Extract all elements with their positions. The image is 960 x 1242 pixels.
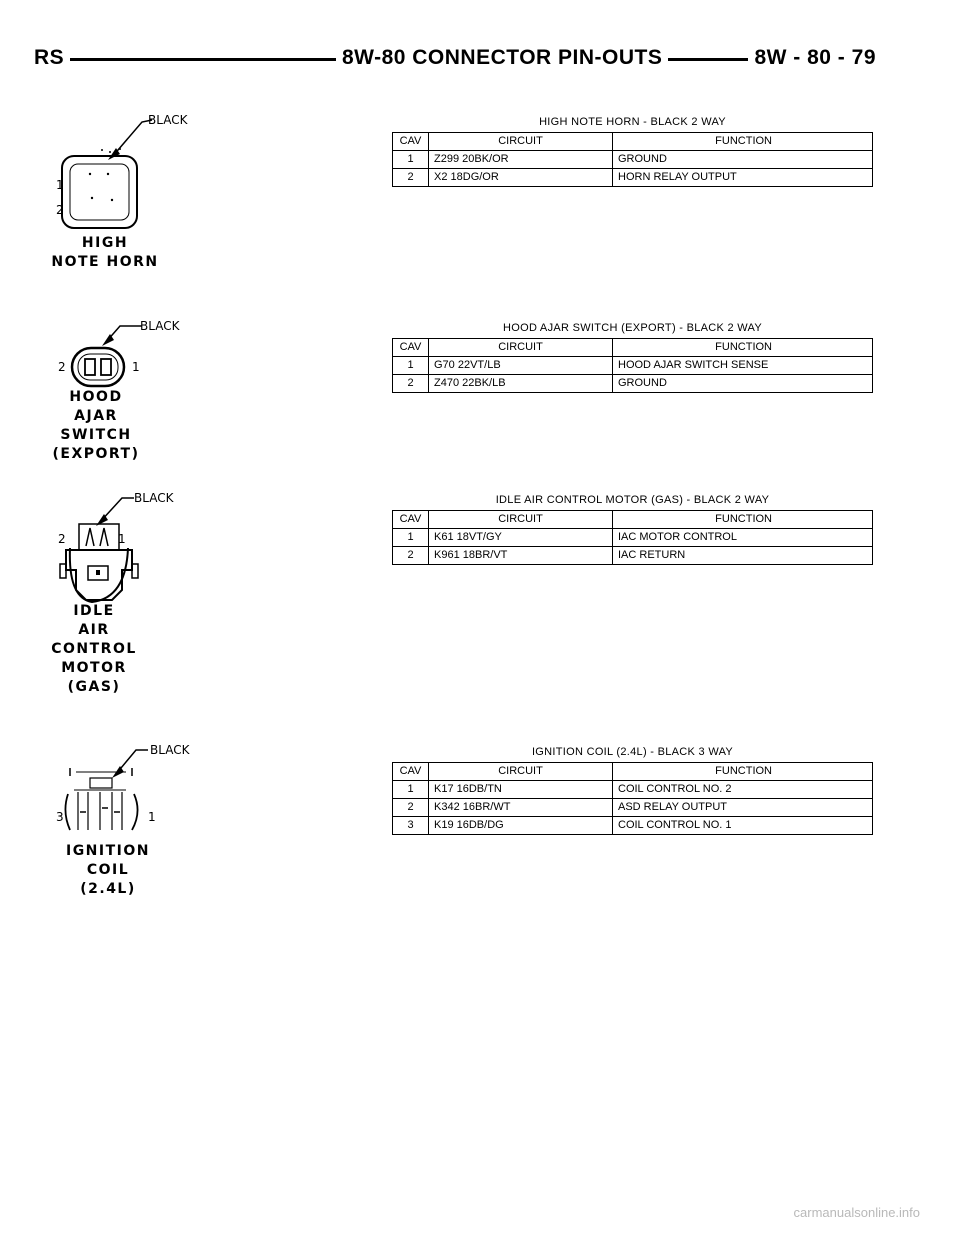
connector-hood-ajar-switch [52,318,202,462]
pinout-table [392,762,873,835]
pin-label: 1 [132,360,140,374]
connector-high-note-horn [50,112,200,272]
connector-ignition-coil [52,742,202,902]
pinout-table-hood-ajar-switch [392,322,873,393]
circuit-cell: K342 16BR/WT [429,799,613,817]
table-row [393,357,873,375]
function-cell: ASD RELAY OUTPUT [613,799,873,817]
column-header-function: FUNCTION [613,339,873,357]
table-row [393,375,873,393]
connector-name: IDLE AIR CONTROL MOTOR (GAS) [51,603,137,695]
cav-cell: 2 [393,799,429,817]
table-title: IGNITION COIL (2.4L) - BLACK 3 WAY [531,746,734,758]
column-header-function: FUNCTION [613,511,873,529]
function-cell: IAC MOTOR CONTROL [613,529,873,547]
table-row [393,169,873,187]
connector-name: HOOD AJAR SWITCH (EXPORT) [52,389,140,462]
pin-label: 3 [56,810,64,824]
cav-cell: 2 [393,547,429,565]
table-row [393,151,873,169]
cav-cell: 2 [393,169,429,187]
table-row [393,817,873,835]
pin-label: 2 [58,532,66,546]
cav-cell: 3 [393,817,429,835]
circuit-cell: K61 18VT/GY [429,529,613,547]
pinout-table [392,510,873,565]
pinout-table-idle-air-control-motor [392,494,873,565]
page-header [34,44,876,76]
connector-idle-air-control-motor [52,490,202,700]
pinout-table [392,338,873,393]
pin-label: 2 [58,360,66,374]
header-page-number: 8W - 80 - 79 [748,44,876,72]
column-header-cav: CAV [393,763,429,781]
column-header-circuit: CIRCUIT [429,133,613,151]
cav-cell: 1 [393,357,429,375]
function-cell: GROUND [613,151,873,169]
column-header-cav: CAV [393,339,429,357]
color-label: BLACK [134,491,174,505]
circuit-cell: Z470 22BK/LB [429,375,613,393]
table-header-row [393,133,873,151]
circuit-cell: K19 16DB/DG [429,817,613,835]
function-cell: COIL CONTROL NO. 2 [613,781,873,799]
table-row [393,529,873,547]
function-cell: IAC RETURN [613,547,873,565]
pin-label: 2 [56,203,64,217]
column-header-function: FUNCTION [613,133,873,151]
column-header-cav: CAV [393,133,429,151]
color-label: BLACK [140,319,180,333]
column-header-circuit: CIRCUIT [429,339,613,357]
function-cell: HOOD AJAR SWITCH SENSE [613,357,873,375]
header-section-code: RS [34,44,70,72]
circuit-cell: G70 22VT/LB [429,357,613,375]
pinout-table-ignition-coil [392,746,873,835]
table-title: IDLE AIR CONTROL MOTOR (GAS) - BLACK 2 WAY [495,494,770,506]
pinout-table-high-note-horn [392,116,873,187]
table-header-row [393,511,873,529]
color-label: BLACK [148,113,188,127]
circuit-cell: Z299 20BK/OR [429,151,613,169]
table-title: HOOD AJAR SWITCH (EXPORT) - BLACK 2 WAY [502,322,763,334]
table-row [393,799,873,817]
column-header-circuit: CIRCUIT [429,511,613,529]
column-header-function: FUNCTION [613,763,873,781]
table-header-row [393,763,873,781]
connector-name: HIGH NOTE HORN [51,235,159,270]
connector-name: IGNITION COIL (2.4L) [65,843,150,897]
cav-cell: 2 [393,375,429,393]
cav-cell: 1 [393,781,429,799]
function-cell: COIL CONTROL NO. 1 [613,817,873,835]
table-title: HIGH NOTE HORN - BLACK 2 WAY [539,116,726,128]
pin-label: 1 [148,810,156,824]
header-title: 8W-80 CONNECTOR PIN-OUTS [336,44,668,72]
color-label: BLACK [150,743,190,757]
table-header-row [393,339,873,357]
circuit-cell: X2 18DG/OR [429,169,613,187]
circuit-cell: K961 18BR/VT [429,547,613,565]
column-header-cav: CAV [393,511,429,529]
pinout-table [392,132,873,187]
table-row [393,547,873,565]
cav-cell: 1 [393,529,429,547]
function-cell: GROUND [613,375,873,393]
pin-label: 1 [118,532,126,546]
table-row [393,781,873,799]
circuit-cell: K17 16DB/TN [429,781,613,799]
pin-label: 1 [56,178,64,192]
cav-cell: 1 [393,151,429,169]
function-cell: HORN RELAY OUTPUT [613,169,873,187]
watermark: carmanualsonline.info [793,1205,920,1220]
column-header-circuit: CIRCUIT [429,763,613,781]
